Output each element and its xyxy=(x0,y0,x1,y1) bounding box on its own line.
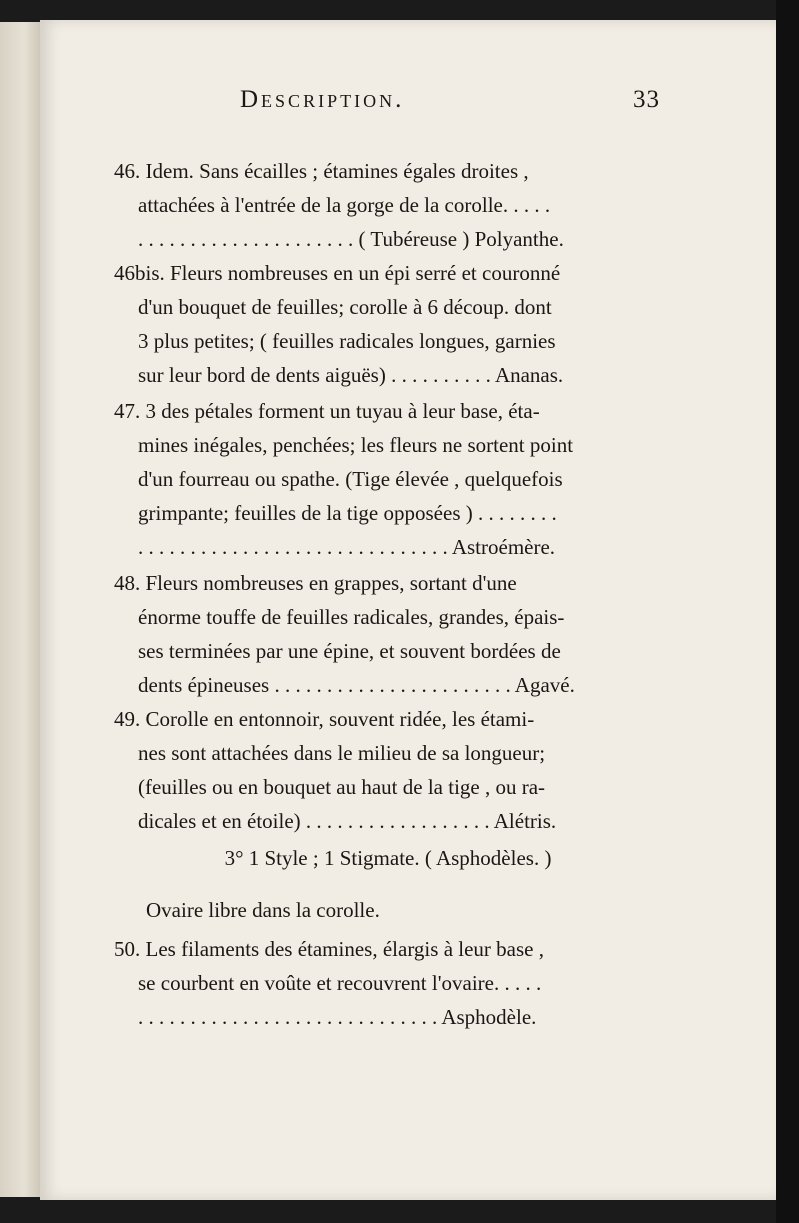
ovary-note: Ovaire libre dans la corolle. xyxy=(146,898,380,922)
text-line: attachées à l'entrée de la gorge de la corolle. . . . . xyxy=(138,193,551,217)
text-line: 49. Corolle en entonnoir, souvent ridée, les étami- xyxy=(114,707,535,731)
text-line: . . . . . . . . . . . . . . . . . . . . . . . . . . . . . . Astroémère. xyxy=(138,535,556,559)
page-number: 33 xyxy=(633,86,660,113)
text-line: 50. Les filaments des étamines, élargis à leur base , xyxy=(114,937,544,961)
text-line: 3 plus petites; ( feuilles radicales longues, garnies xyxy=(138,329,556,353)
section-heading: 3° 1 Style ; 1 Stigmate. ( Asphodèles. ) xyxy=(224,846,552,870)
entry-49 xyxy=(114,702,662,838)
text-line: d'un bouquet de feuilles; corolle à 6 découp. dont xyxy=(138,295,552,319)
text-line: énorme touffe de feuilles radicales, grandes, épais- xyxy=(138,605,565,629)
running-title: Description. xyxy=(240,86,405,113)
entry-48 xyxy=(114,566,662,702)
scan-border xyxy=(776,0,799,1223)
text-line: 47. 3 des pétales forment un tuyau à leur base, éta- xyxy=(114,399,540,423)
text-line: 48. Fleurs nombreuses en grappes, sortant d'une xyxy=(114,571,517,595)
text-line: (feuilles ou en bouquet au haut de la tige , ou ra- xyxy=(138,775,546,799)
text-line: grimpante; feuilles de la tige opposées ) . . . . . . . . xyxy=(138,501,557,525)
text-line: dicales et en étoile) . . . . . . . . . . . . . . . . . . Alétris. xyxy=(138,809,557,833)
text-line: se courbent en voûte et recouvrent l'ovaire. . . . . xyxy=(138,971,542,995)
entry-50 xyxy=(114,932,662,1034)
text-line: dents épineuses . . . . . . . . . . . . . . . . . . . . . . . Agavé. xyxy=(138,673,575,697)
entry-47 xyxy=(114,394,662,564)
text-line: . . . . . . . . . . . . . . . . . . . . . . . . . . . . . Asphodèle. xyxy=(138,1005,537,1029)
text-line: d'un fourreau ou spathe. (Tige élevée , quelquefois xyxy=(138,467,563,491)
entry-46 xyxy=(114,154,662,256)
text-line: mines inégales, penchées; les fleurs ne sortent point xyxy=(138,433,574,457)
text-line: ses terminées par une épine, et souvent bordées de xyxy=(138,639,561,663)
text-line: . . . . . . . . . . . . . . . . . . . . . ( Tubéreuse ) Polyanthe. xyxy=(138,227,564,251)
entry-46bis xyxy=(114,256,662,392)
left-page-edge xyxy=(0,22,42,1197)
text-line: nes sont attachées dans le milieu de sa longueur; xyxy=(138,741,546,765)
text-line: 46. Idem. Sans écailles ; étamines égales droites , xyxy=(114,159,529,183)
text-line: 46bis. Fleurs nombreuses en un épi serré et couronné xyxy=(114,261,561,285)
text-line: sur leur bord de dents aiguës) . . . . . . . . . . Ananas. xyxy=(138,363,564,387)
